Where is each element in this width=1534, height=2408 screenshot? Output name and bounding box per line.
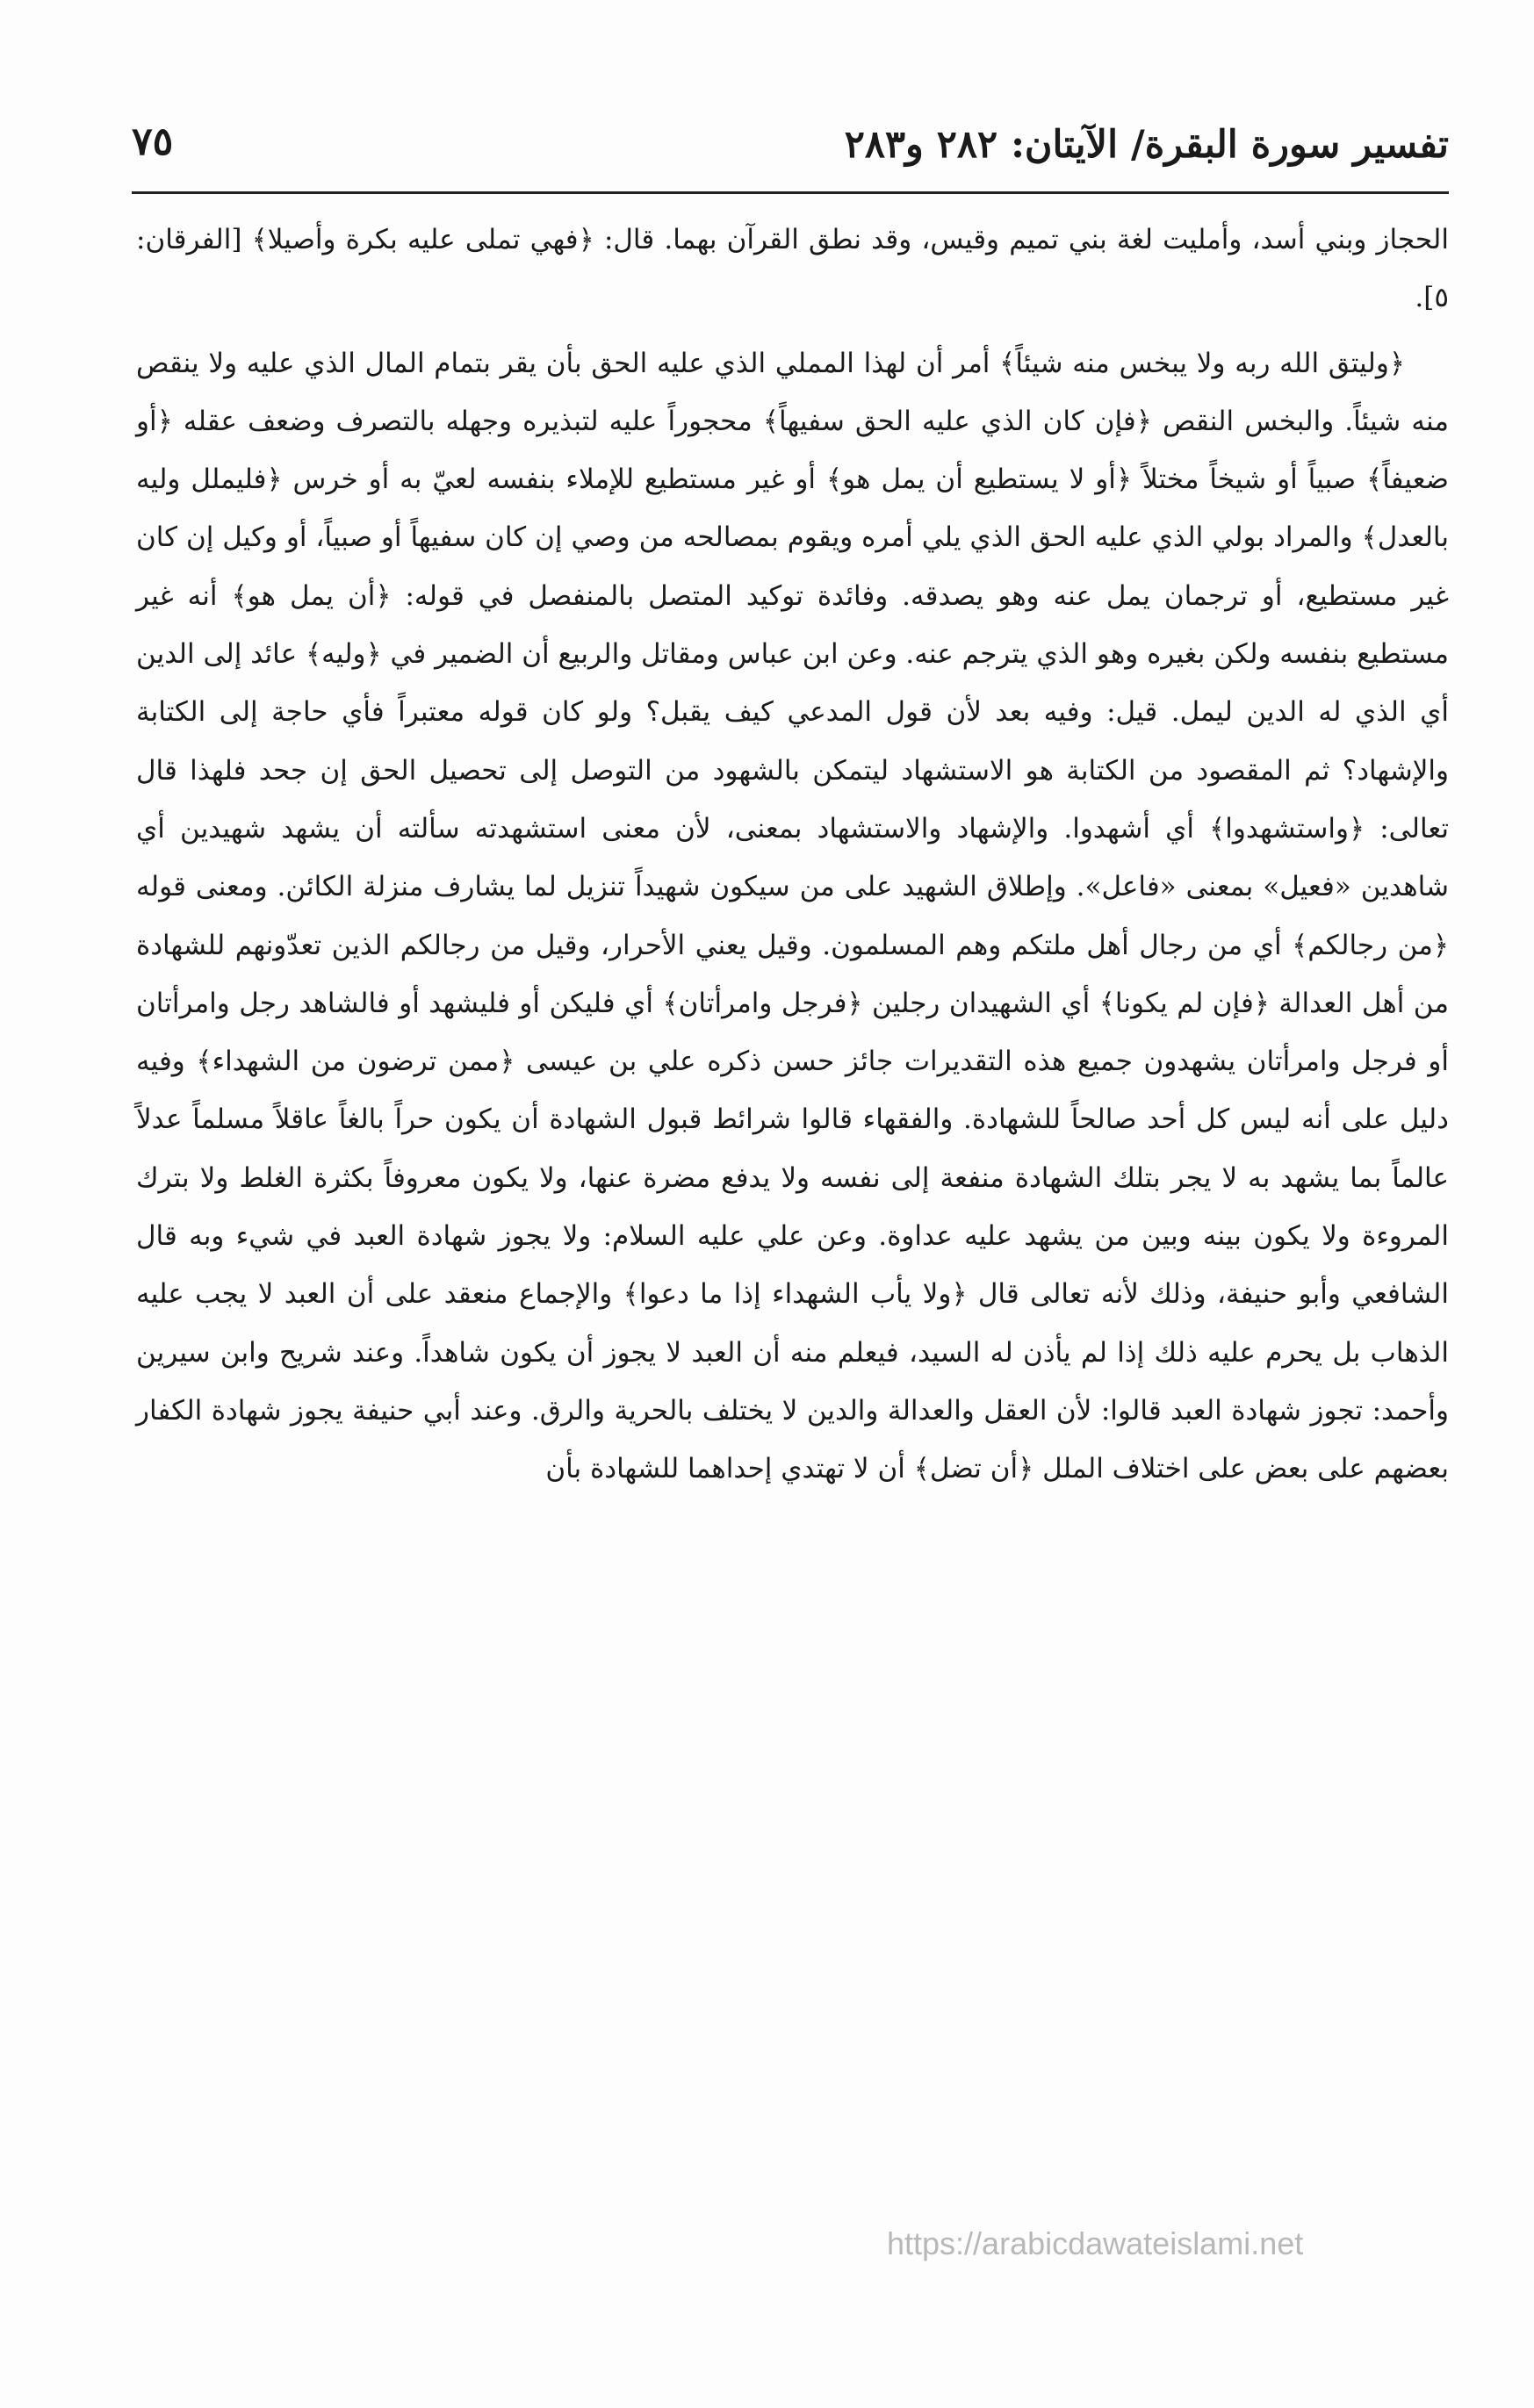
page-number: ٧٥ [132, 119, 174, 164]
body-text [136, 211, 1449, 1506]
page-header [132, 114, 1449, 184]
paragraph-2: ﴿وليتق الله ربه ولا يبخس منه شيئاً﴾ أمر أن لهذا المملي الذي عليه الحق بأن يقر بتمام المال الذي عليه ولا ينقص منه شيئاً. والبخس النقص ﴿فإن كان الذي عليه الحق سفيهاً﴾ محجوراً عليه لتبذيره وجهله بالتصرف وضعف عقله ﴿أو ضعيفاً﴾ صبياً أو شيخاً مختلاً ﴿أو لا يستطيع أن يمل هو﴾ أو غير مستطيع للإملاء بنفسه لعيّ به أو خرس ﴿فليملل وليه بالعدل﴾ والمراد بولي الذي عليه الحق الذي يلي أمره ويقوم بمصالحه من وصي إن كان سفيهاً أو صبياً، أو وكيل إن كان غير مستطيع، أو ترجمان يمل عنه وهو يصدقه. وفائدة توكيد المتصل بالمنفصل في قوله: ﴿أن يمل هو﴾ أنه غير مستطيع بنفسه ولكن بغيره وهو الذي يترجم عنه. وعن ابن عباس ومقاتل والربيع أن الضمير في ﴿وليه﴾ عائد إلى الدين أي الذي له الدين ليمل. قيل: وفيه بعد لأن قول المدعي كيف يقبل؟ ولو كان قوله معتبراً فأي حاجة إلى الكتابة والإشهاد؟ ثم المقصود من الكتابة هو الاستشهاد ليتمكن بالشهود من التوصل إلى تحصيل الحق إن جحد فلهذا قال تعالى: ﴿واستشهدوا﴾ أي أشهدوا. والإشهاد والاستشهاد بمعنى، لأن معنى استشهدته سألته أن يشهد شهيدين أي شاهدين «فعيل» بمعنى «فاعل». وإطلاق الشهيد على من سيكون شهيداً تنزيل لما يشارف منزلة الكائن. ومعنى قوله ﴿من رجالكم﴾ أي من رجال أهل ملتكم وهم المسلمون. وقيل يعني الأحرار، وقيل من رجالكم الذين تعدّونهم للشهادة من أهل العدالة ﴿فإن لم يكونا﴾ أي الشهيدان رجلين ﴿فرجل وامرأتان﴾ أي فليكن أو فليشهد أو فالشاهد رجل وامرأتان أو فرجل وامرأتان يشهدون جميع هذه التقديرات جائز حسن ذكره علي بن عيسى ﴿ممن ترضون من الشهداء﴾ وفيه دليل على أنه ليس كل أحد صالحاً للشهادة. والفقهاء قالوا شرائط قبول الشهادة أن يكون حراً بالغاً عاقلاً مسلماً عدلاً عالماً بما يشهد به لا يجر بتلك الشهادة منفعة إلى نفسه ولا يدفع مضرة عنها، ولا يكون معروفاً بكثرة الغلط ولا بترك المروءة ولا يكون بينه وبين من يشهد عليه عداوة. وعن علي عليه السلام: ولا يجوز شهادة العبد في شيء وبه قال الشافعي وأبو حنيفة، وذلك لأنه تعالى قال ﴿ولا يأب الشهداء إذا ما دعوا﴾ والإجماع منعقد على أن العبد لا يجب عليه الذهاب بل يحرم عليه ذلك إذا لم يأذن له السيد، فيعلم منه أن العبد لا يجوز أن يكون شاهداً. وعند شريح وابن سيرين وأحمد: تجوز شهادة العبد قالوا: لأن العقل والعدالة والدين لا يختلف بالحرية والرق. وعند أبي حنيفة يجوز شهادة الكفار بعضهم على بعض على اختلاف الملل ﴿أن تضل﴾ أن لا تهتدي إحداهما للشهادة بأن [136, 347, 1449, 1485]
running-title: تفسير سورة البقرة/ الآيتان: ٢٨٢ و٢٨٣ [844, 123, 1449, 167]
watermark-url: https://arabicdawateislami.net [887, 2225, 1304, 2261]
header-divider [132, 191, 1449, 194]
paragraph-1: الحجاز وبني أسد، وأمليت لغة بني تميم وقيس، وقد نطق القرآن بهما. قال: ﴿فهي تملى عليه بكرة وأصيلا﴾ [الفرقان: ٥]. [136, 224, 1449, 314]
